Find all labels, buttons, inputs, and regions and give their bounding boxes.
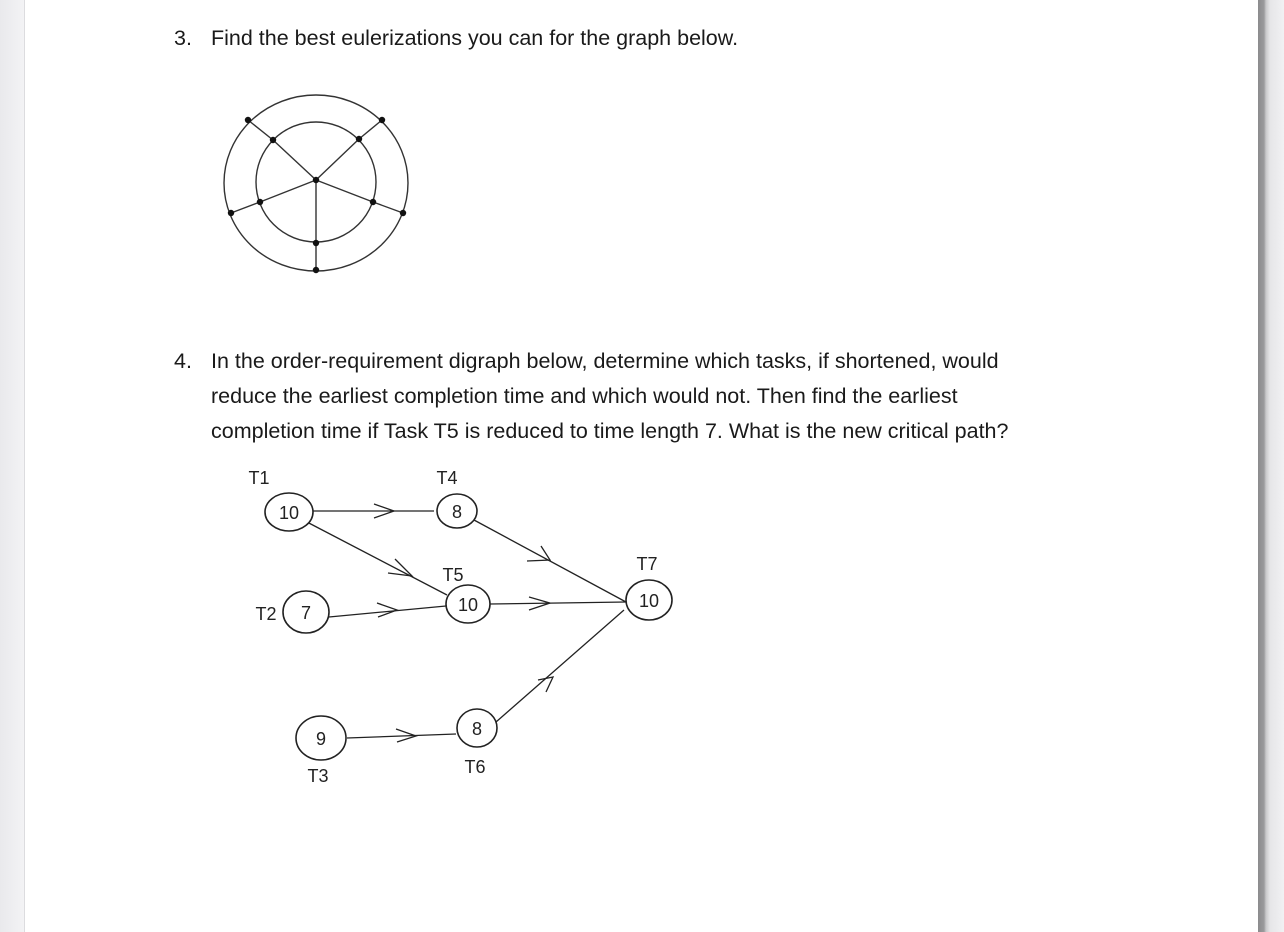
task-duration: 8	[451, 502, 463, 522]
digraph-edge	[305, 521, 447, 595]
question-line: In the order-requirement digraph below, determine which tasks, if shortened, would	[211, 349, 999, 373]
graph-vertex	[245, 117, 251, 123]
order-requirement-digraph	[230, 455, 690, 795]
task-label: T3	[307, 766, 329, 786]
graph-vertex	[379, 117, 385, 123]
graph-edge	[316, 139, 359, 180]
graph-vertex	[400, 210, 406, 216]
graph-vertex	[356, 136, 362, 142]
question-text	[211, 344, 1008, 449]
graph-edge	[273, 140, 316, 180]
graph-vertex	[313, 177, 319, 183]
digraph-edge	[474, 520, 626, 602]
graph-edge	[359, 120, 382, 139]
task-label: T2	[255, 604, 277, 624]
question-number: 3.	[174, 26, 192, 50]
task-duration: 10	[457, 595, 479, 615]
task-duration: 7	[300, 603, 312, 623]
arrowhead	[388, 559, 412, 576]
graph-vertex	[313, 267, 319, 273]
arrowhead	[377, 603, 397, 617]
graph-edge	[248, 120, 273, 140]
task-label: T7	[636, 554, 658, 574]
question-number: 4.	[174, 349, 192, 373]
task-duration: 8	[471, 719, 483, 739]
graph-vertex	[257, 199, 263, 205]
graph-edge	[316, 180, 373, 202]
question-line: reduce the earliest completion time and which would not. Then find the earliest	[211, 384, 958, 408]
task-label: T6	[464, 757, 486, 777]
task-duration: 10	[638, 591, 660, 611]
digraph-edge	[490, 602, 626, 604]
task-duration: 9	[315, 729, 327, 749]
wheel-graph-figure	[200, 80, 430, 290]
graph-vertex	[270, 137, 276, 143]
question-line: Find the best eulerizations you can for the graph below.	[211, 26, 739, 50]
task-label: T5	[442, 565, 464, 585]
task-label: T1	[248, 468, 270, 488]
graph-vertex	[313, 240, 319, 246]
digraph-edge	[347, 734, 456, 738]
task-label: T4	[436, 468, 458, 488]
graph-vertex	[370, 199, 376, 205]
digraph-edge	[329, 606, 446, 617]
digraph-edge	[496, 610, 624, 722]
page-right-edge	[1258, 0, 1284, 932]
page-left-margin	[0, 0, 25, 932]
question-text	[211, 21, 738, 56]
graph-edge	[373, 202, 403, 213]
graph-edge	[260, 180, 316, 202]
question-line: completion time if Task T5 is reduced to time length 7. What is the new critical path?	[211, 419, 1009, 443]
graph-edge	[231, 202, 260, 213]
task-duration: 10	[278, 503, 300, 523]
graph-vertex	[228, 210, 234, 216]
